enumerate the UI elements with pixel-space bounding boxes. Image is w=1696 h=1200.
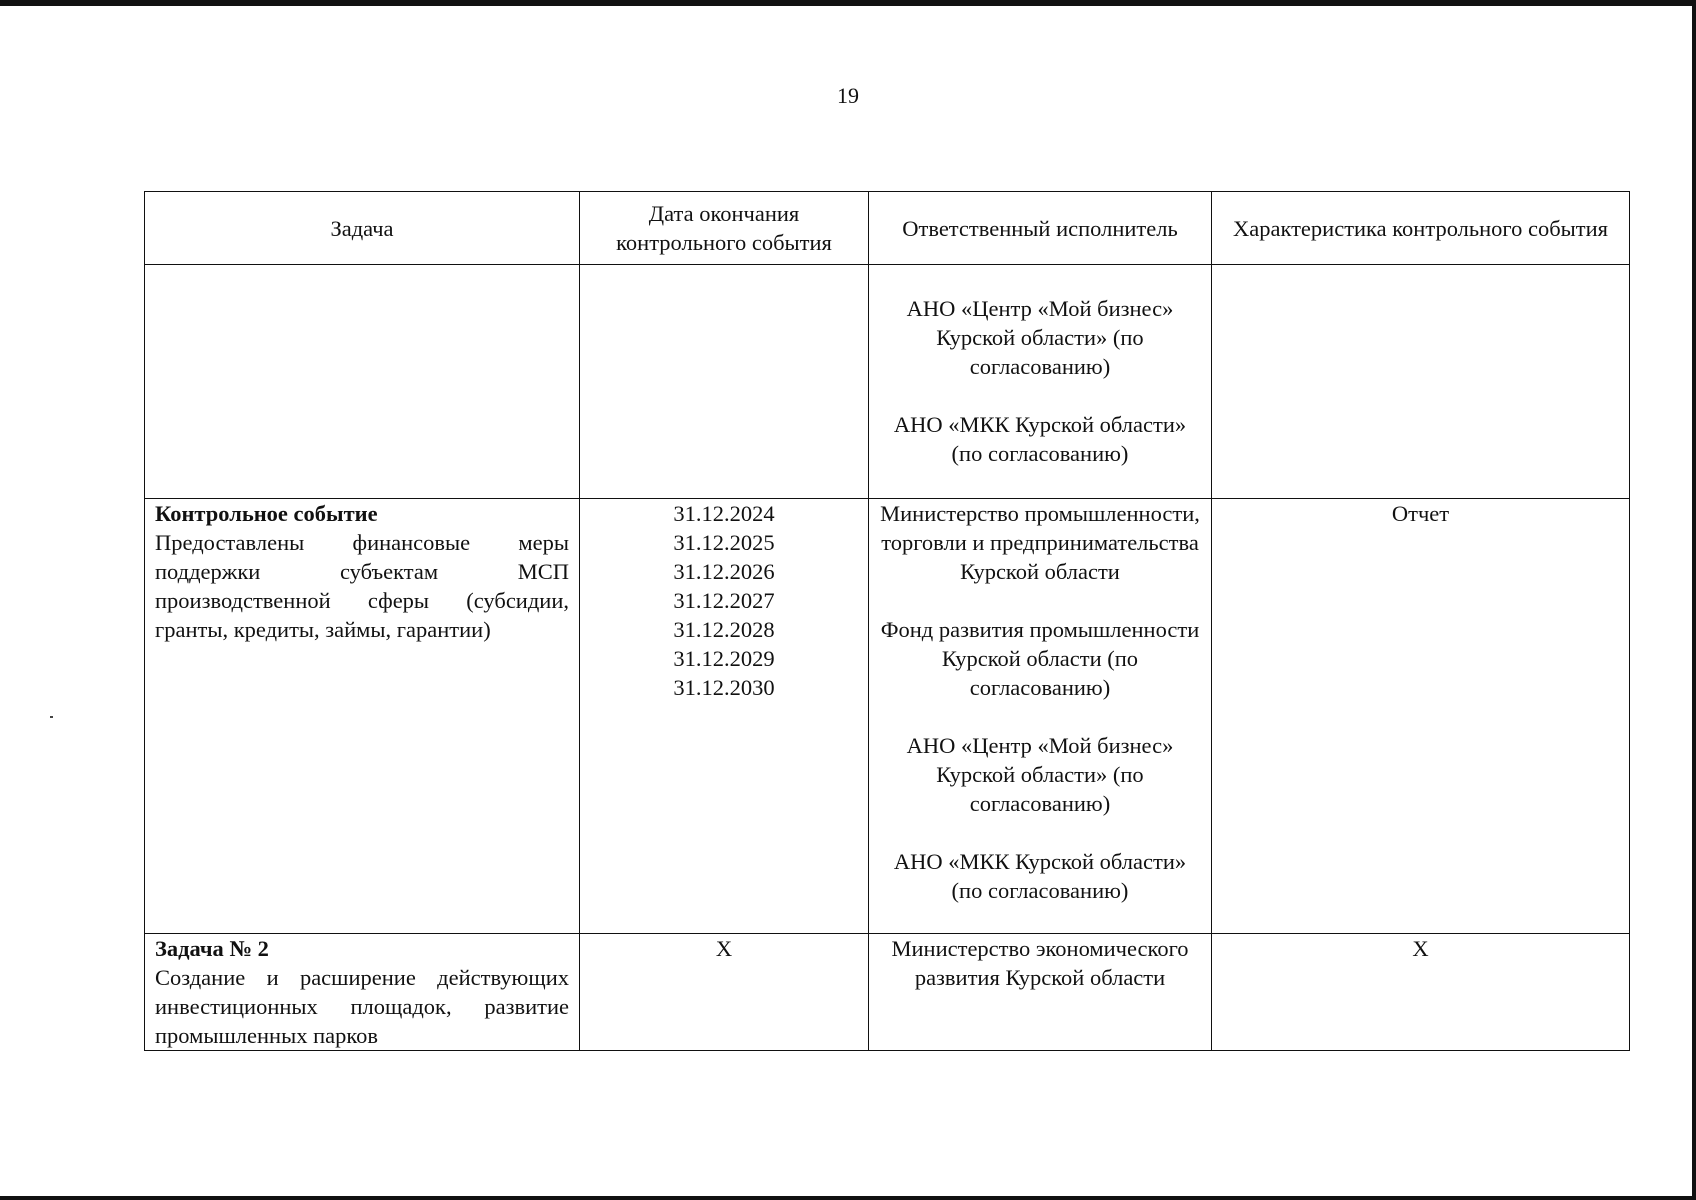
date-item: 31.12.2027 xyxy=(673,588,775,613)
header-end-date: Дата окончания контрольного события xyxy=(580,192,869,265)
header-executor: Ответственный исполнитель xyxy=(869,192,1212,265)
scan-border-right xyxy=(1692,0,1696,1200)
date-item: 31.12.2030 xyxy=(673,675,775,700)
scan-border-top xyxy=(0,0,1696,6)
control-event-description: Предоставлены финансовые меры поддержки субъектам МСП производственной сферы (субсидии, гранты, кредиты, займы, гарантии) xyxy=(155,530,569,642)
control-events-table xyxy=(144,191,1630,1051)
cell-task xyxy=(145,499,580,934)
date-item: 31.12.2025 xyxy=(673,530,775,555)
cell-characteristic: Отчет xyxy=(1212,499,1630,934)
control-event-title: Контрольное событие xyxy=(155,501,378,526)
cell-characteristic: Х xyxy=(1212,934,1630,1051)
scan-speck xyxy=(50,716,53,718)
executor-item: АНО «МКК Курской области» (по согласованию) xyxy=(893,412,1187,466)
cell-date-empty xyxy=(580,265,869,499)
table-row-continuation xyxy=(145,265,1630,499)
table-header-row xyxy=(145,192,1630,265)
cell-executor: Министерство экономического развития Курской области xyxy=(869,934,1212,1051)
cell-executors xyxy=(869,265,1212,499)
task-2-title: Задача № 2 xyxy=(155,936,269,961)
scan-border-bottom xyxy=(0,1196,1696,1200)
cell-characteristic-empty xyxy=(1212,265,1630,499)
task-2-description: Создание и расширение действующих инвестиционных площадок, развитие промышленных парков xyxy=(155,965,569,1048)
date-item: 31.12.2026 xyxy=(673,559,775,584)
executor-item: Фонд развития промышленности Курской области (по согласованию) xyxy=(880,617,1200,700)
table-row-task-2 xyxy=(145,934,1630,1051)
date-item: 31.12.2028 xyxy=(673,617,775,642)
executor-item: АНО «МКК Курской области» (по согласованию) xyxy=(893,849,1187,903)
table-row-control-event xyxy=(145,499,1630,934)
cell-task xyxy=(145,934,580,1051)
date-item: 31.12.2029 xyxy=(673,646,775,671)
cell-task-empty xyxy=(145,265,580,499)
header-characteristic: Характеристика контрольного события xyxy=(1212,192,1630,265)
header-task: Задача xyxy=(145,192,580,265)
executor-item: Министерство промышленности, торговли и предпринимательства Курской области xyxy=(880,501,1200,584)
executor-item: АНО «Центр «Мой бизнес» Курской области» (по согласованию) xyxy=(906,296,1174,379)
cell-executors xyxy=(869,499,1212,934)
executor-item: АНО «Центр «Мой бизнес» Курской области» (по согласованию) xyxy=(906,733,1174,816)
page-number: 19 xyxy=(837,83,859,108)
cell-date: Х xyxy=(580,934,869,1051)
cell-dates xyxy=(580,499,869,934)
date-item: 31.12.2024 xyxy=(673,501,775,526)
